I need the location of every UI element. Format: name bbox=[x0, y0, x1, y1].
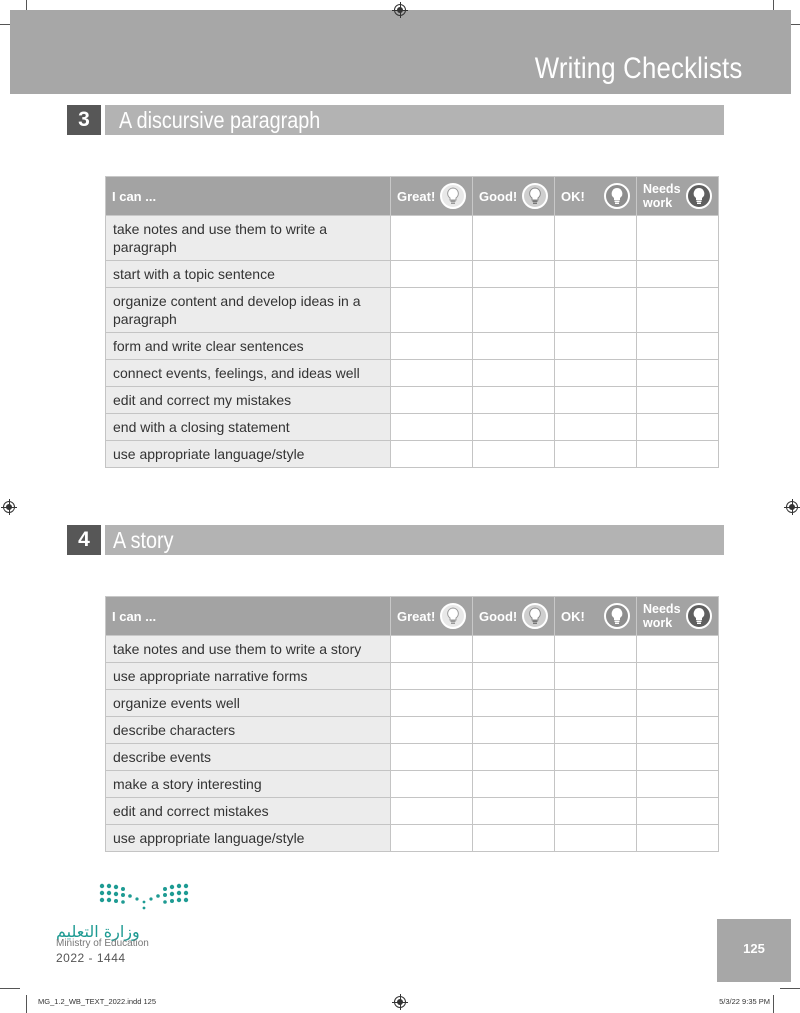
checklist-table bbox=[105, 596, 719, 852]
table-header-row bbox=[106, 177, 719, 216]
rating-cell[interactable] bbox=[391, 261, 473, 288]
rating-cell[interactable] bbox=[555, 360, 637, 387]
rating-cell[interactable] bbox=[391, 414, 473, 441]
rating-cell[interactable] bbox=[555, 216, 637, 261]
table-row bbox=[106, 744, 719, 771]
rating-cell[interactable] bbox=[473, 216, 555, 261]
rating-cell[interactable] bbox=[391, 636, 473, 663]
column-header-great bbox=[391, 177, 473, 216]
rating-cell[interactable] bbox=[473, 798, 555, 825]
table-row bbox=[106, 387, 719, 414]
column-label: Good! bbox=[479, 188, 518, 204]
ministry-name-arabic: وزارة التعليم bbox=[56, 922, 140, 941]
rating-cell[interactable] bbox=[473, 663, 555, 690]
table-header-row bbox=[106, 597, 719, 636]
row-label: describe events bbox=[106, 744, 391, 771]
row-label: edit and correct mistakes bbox=[106, 798, 391, 825]
section-title: A story bbox=[113, 527, 174, 553]
crop-mark bbox=[773, 995, 774, 1013]
rating-cell[interactable] bbox=[391, 360, 473, 387]
section-title: A discursive paragraph bbox=[119, 107, 321, 133]
column-header-i-can: I can ... bbox=[106, 177, 391, 216]
column-label-line: work bbox=[643, 196, 673, 210]
rating-cell[interactable] bbox=[473, 333, 555, 360]
table-row bbox=[106, 414, 719, 441]
ministry-logo-icon bbox=[98, 882, 190, 912]
rating-cell[interactable] bbox=[637, 387, 719, 414]
rating-cell[interactable] bbox=[473, 441, 555, 468]
table-row bbox=[106, 663, 719, 690]
rating-cell[interactable] bbox=[391, 441, 473, 468]
table-row bbox=[106, 690, 719, 717]
column-label bbox=[643, 182, 681, 210]
column-label bbox=[643, 602, 681, 630]
rating-cell[interactable] bbox=[473, 771, 555, 798]
column-label: Great! bbox=[397, 188, 436, 204]
row-label: use appropriate narrative forms bbox=[106, 663, 391, 690]
row-label: make a story interesting bbox=[106, 771, 391, 798]
row-label: end with a closing statement bbox=[106, 414, 391, 441]
lightbulb-good-icon bbox=[522, 183, 548, 209]
rating-cell[interactable] bbox=[473, 261, 555, 288]
rating-cell[interactable] bbox=[473, 825, 555, 852]
column-label-line: work bbox=[643, 616, 673, 630]
table-row bbox=[106, 441, 719, 468]
rating-cell[interactable] bbox=[473, 690, 555, 717]
column-header-great bbox=[391, 597, 473, 636]
rating-cell[interactable] bbox=[555, 798, 637, 825]
rating-cell[interactable] bbox=[391, 663, 473, 690]
rating-cell[interactable] bbox=[555, 636, 637, 663]
rating-cell[interactable] bbox=[473, 744, 555, 771]
rating-cell[interactable] bbox=[637, 690, 719, 717]
column-label: Good! bbox=[479, 608, 518, 624]
row-label: describe characters bbox=[106, 717, 391, 744]
section-title-bar bbox=[105, 525, 724, 555]
lightbulb-needs-work-icon bbox=[686, 183, 712, 209]
registration-mark-icon bbox=[394, 4, 406, 16]
column-header-good bbox=[473, 597, 555, 636]
section-title-bar bbox=[105, 105, 724, 135]
table-row bbox=[106, 288, 719, 333]
column-label: OK! bbox=[561, 188, 585, 204]
crop-mark bbox=[780, 988, 800, 989]
row-label: use appropriate language/style bbox=[106, 441, 391, 468]
lightbulb-needs-work-icon bbox=[686, 603, 712, 629]
rating-cell[interactable] bbox=[391, 798, 473, 825]
rating-cell[interactable] bbox=[391, 717, 473, 744]
crop-mark bbox=[0, 988, 20, 989]
lightbulb-ok-icon bbox=[604, 183, 630, 209]
column-header-i-can: I can ... bbox=[106, 597, 391, 636]
rating-cell[interactable] bbox=[555, 825, 637, 852]
rating-cell[interactable] bbox=[637, 744, 719, 771]
row-label: use appropriate language/style bbox=[106, 825, 391, 852]
table-row bbox=[106, 636, 719, 663]
rating-cell[interactable] bbox=[473, 360, 555, 387]
column-label-line: Needs bbox=[643, 182, 681, 196]
row-label: organize content and develop ideas in a paragraph bbox=[106, 288, 391, 333]
registration-mark-icon bbox=[786, 501, 798, 513]
column-header-ok bbox=[555, 597, 637, 636]
rating-cell[interactable] bbox=[473, 717, 555, 744]
rating-cell[interactable] bbox=[555, 288, 637, 333]
rating-cell[interactable] bbox=[637, 771, 719, 798]
rating-cell[interactable] bbox=[555, 717, 637, 744]
table-row bbox=[106, 717, 719, 744]
column-header-needs-work bbox=[637, 177, 719, 216]
lightbulb-ok-icon bbox=[604, 603, 630, 629]
page-title: Writing Checklists bbox=[534, 52, 742, 85]
rating-cell[interactable] bbox=[473, 414, 555, 441]
rating-cell[interactable] bbox=[391, 744, 473, 771]
rating-cell[interactable] bbox=[637, 441, 719, 468]
rating-cell[interactable] bbox=[637, 288, 719, 333]
rating-cell[interactable] bbox=[637, 216, 719, 261]
ministry-name-english: Ministry of Education bbox=[56, 938, 149, 949]
column-header-good bbox=[473, 177, 555, 216]
row-label: start with a topic sentence bbox=[106, 261, 391, 288]
rating-cell[interactable] bbox=[637, 261, 719, 288]
rating-cell[interactable] bbox=[555, 441, 637, 468]
rating-cell[interactable] bbox=[555, 744, 637, 771]
section-number: 3 bbox=[67, 105, 101, 135]
rating-cell[interactable] bbox=[637, 825, 719, 852]
rating-cell[interactable] bbox=[391, 333, 473, 360]
column-header-needs-work bbox=[637, 597, 719, 636]
registration-mark-icon bbox=[394, 996, 406, 1008]
column-label-line: Needs bbox=[643, 602, 681, 616]
rating-cell[interactable] bbox=[473, 636, 555, 663]
page-number-box bbox=[717, 919, 791, 982]
lightbulb-great-icon bbox=[440, 183, 466, 209]
rating-cell[interactable] bbox=[637, 360, 719, 387]
column-header-ok bbox=[555, 177, 637, 216]
rating-cell[interactable] bbox=[391, 288, 473, 333]
column-label: Great! bbox=[397, 608, 436, 624]
rating-cell[interactable] bbox=[391, 690, 473, 717]
section-number: 4 bbox=[67, 525, 101, 555]
row-label: organize events well bbox=[106, 690, 391, 717]
rating-cell[interactable] bbox=[555, 690, 637, 717]
rating-cell[interactable] bbox=[637, 414, 719, 441]
table-row bbox=[106, 798, 719, 825]
rating-cell[interactable] bbox=[391, 387, 473, 414]
lightbulb-great-icon bbox=[440, 603, 466, 629]
row-label: form and write clear sentences bbox=[106, 333, 391, 360]
rating-cell[interactable] bbox=[391, 771, 473, 798]
edition-year: 2022 - 1444 bbox=[56, 951, 126, 965]
rating-cell[interactable] bbox=[391, 825, 473, 852]
rating-cell[interactable] bbox=[555, 387, 637, 414]
registration-mark-icon bbox=[3, 501, 15, 513]
table-row bbox=[106, 771, 719, 798]
row-label: take notes and use them to write a paragraph bbox=[106, 216, 391, 261]
rating-cell[interactable] bbox=[555, 414, 637, 441]
rating-cell[interactable] bbox=[637, 717, 719, 744]
rating-cell[interactable] bbox=[391, 216, 473, 261]
column-label: OK! bbox=[561, 608, 585, 624]
table-row bbox=[106, 360, 719, 387]
row-label: edit and correct my mistakes bbox=[106, 387, 391, 414]
table-row bbox=[106, 216, 719, 261]
print-slug-date: 5/3/22 9:35 PM bbox=[719, 997, 770, 1006]
table-row bbox=[106, 261, 719, 288]
rating-cell[interactable] bbox=[473, 288, 555, 333]
rating-cell[interactable] bbox=[555, 771, 637, 798]
rating-cell[interactable] bbox=[555, 333, 637, 360]
crop-mark bbox=[26, 995, 27, 1013]
row-label: take notes and use them to write a story bbox=[106, 636, 391, 663]
rating-cell[interactable] bbox=[637, 333, 719, 360]
rating-cell[interactable] bbox=[637, 663, 719, 690]
checklist-table bbox=[105, 176, 719, 468]
lightbulb-good-icon bbox=[522, 603, 548, 629]
print-slug-file: MG_1.2_WB_TEXT_2022.indd 125 bbox=[38, 997, 156, 1006]
rating-cell[interactable] bbox=[555, 261, 637, 288]
rating-cell[interactable] bbox=[637, 798, 719, 825]
page-number: 125 bbox=[743, 941, 765, 956]
table-row bbox=[106, 825, 719, 852]
row-label: connect events, feelings, and ideas well bbox=[106, 360, 391, 387]
rating-cell[interactable] bbox=[473, 387, 555, 414]
rating-cell[interactable] bbox=[555, 663, 637, 690]
rating-cell[interactable] bbox=[637, 636, 719, 663]
table-row bbox=[106, 333, 719, 360]
